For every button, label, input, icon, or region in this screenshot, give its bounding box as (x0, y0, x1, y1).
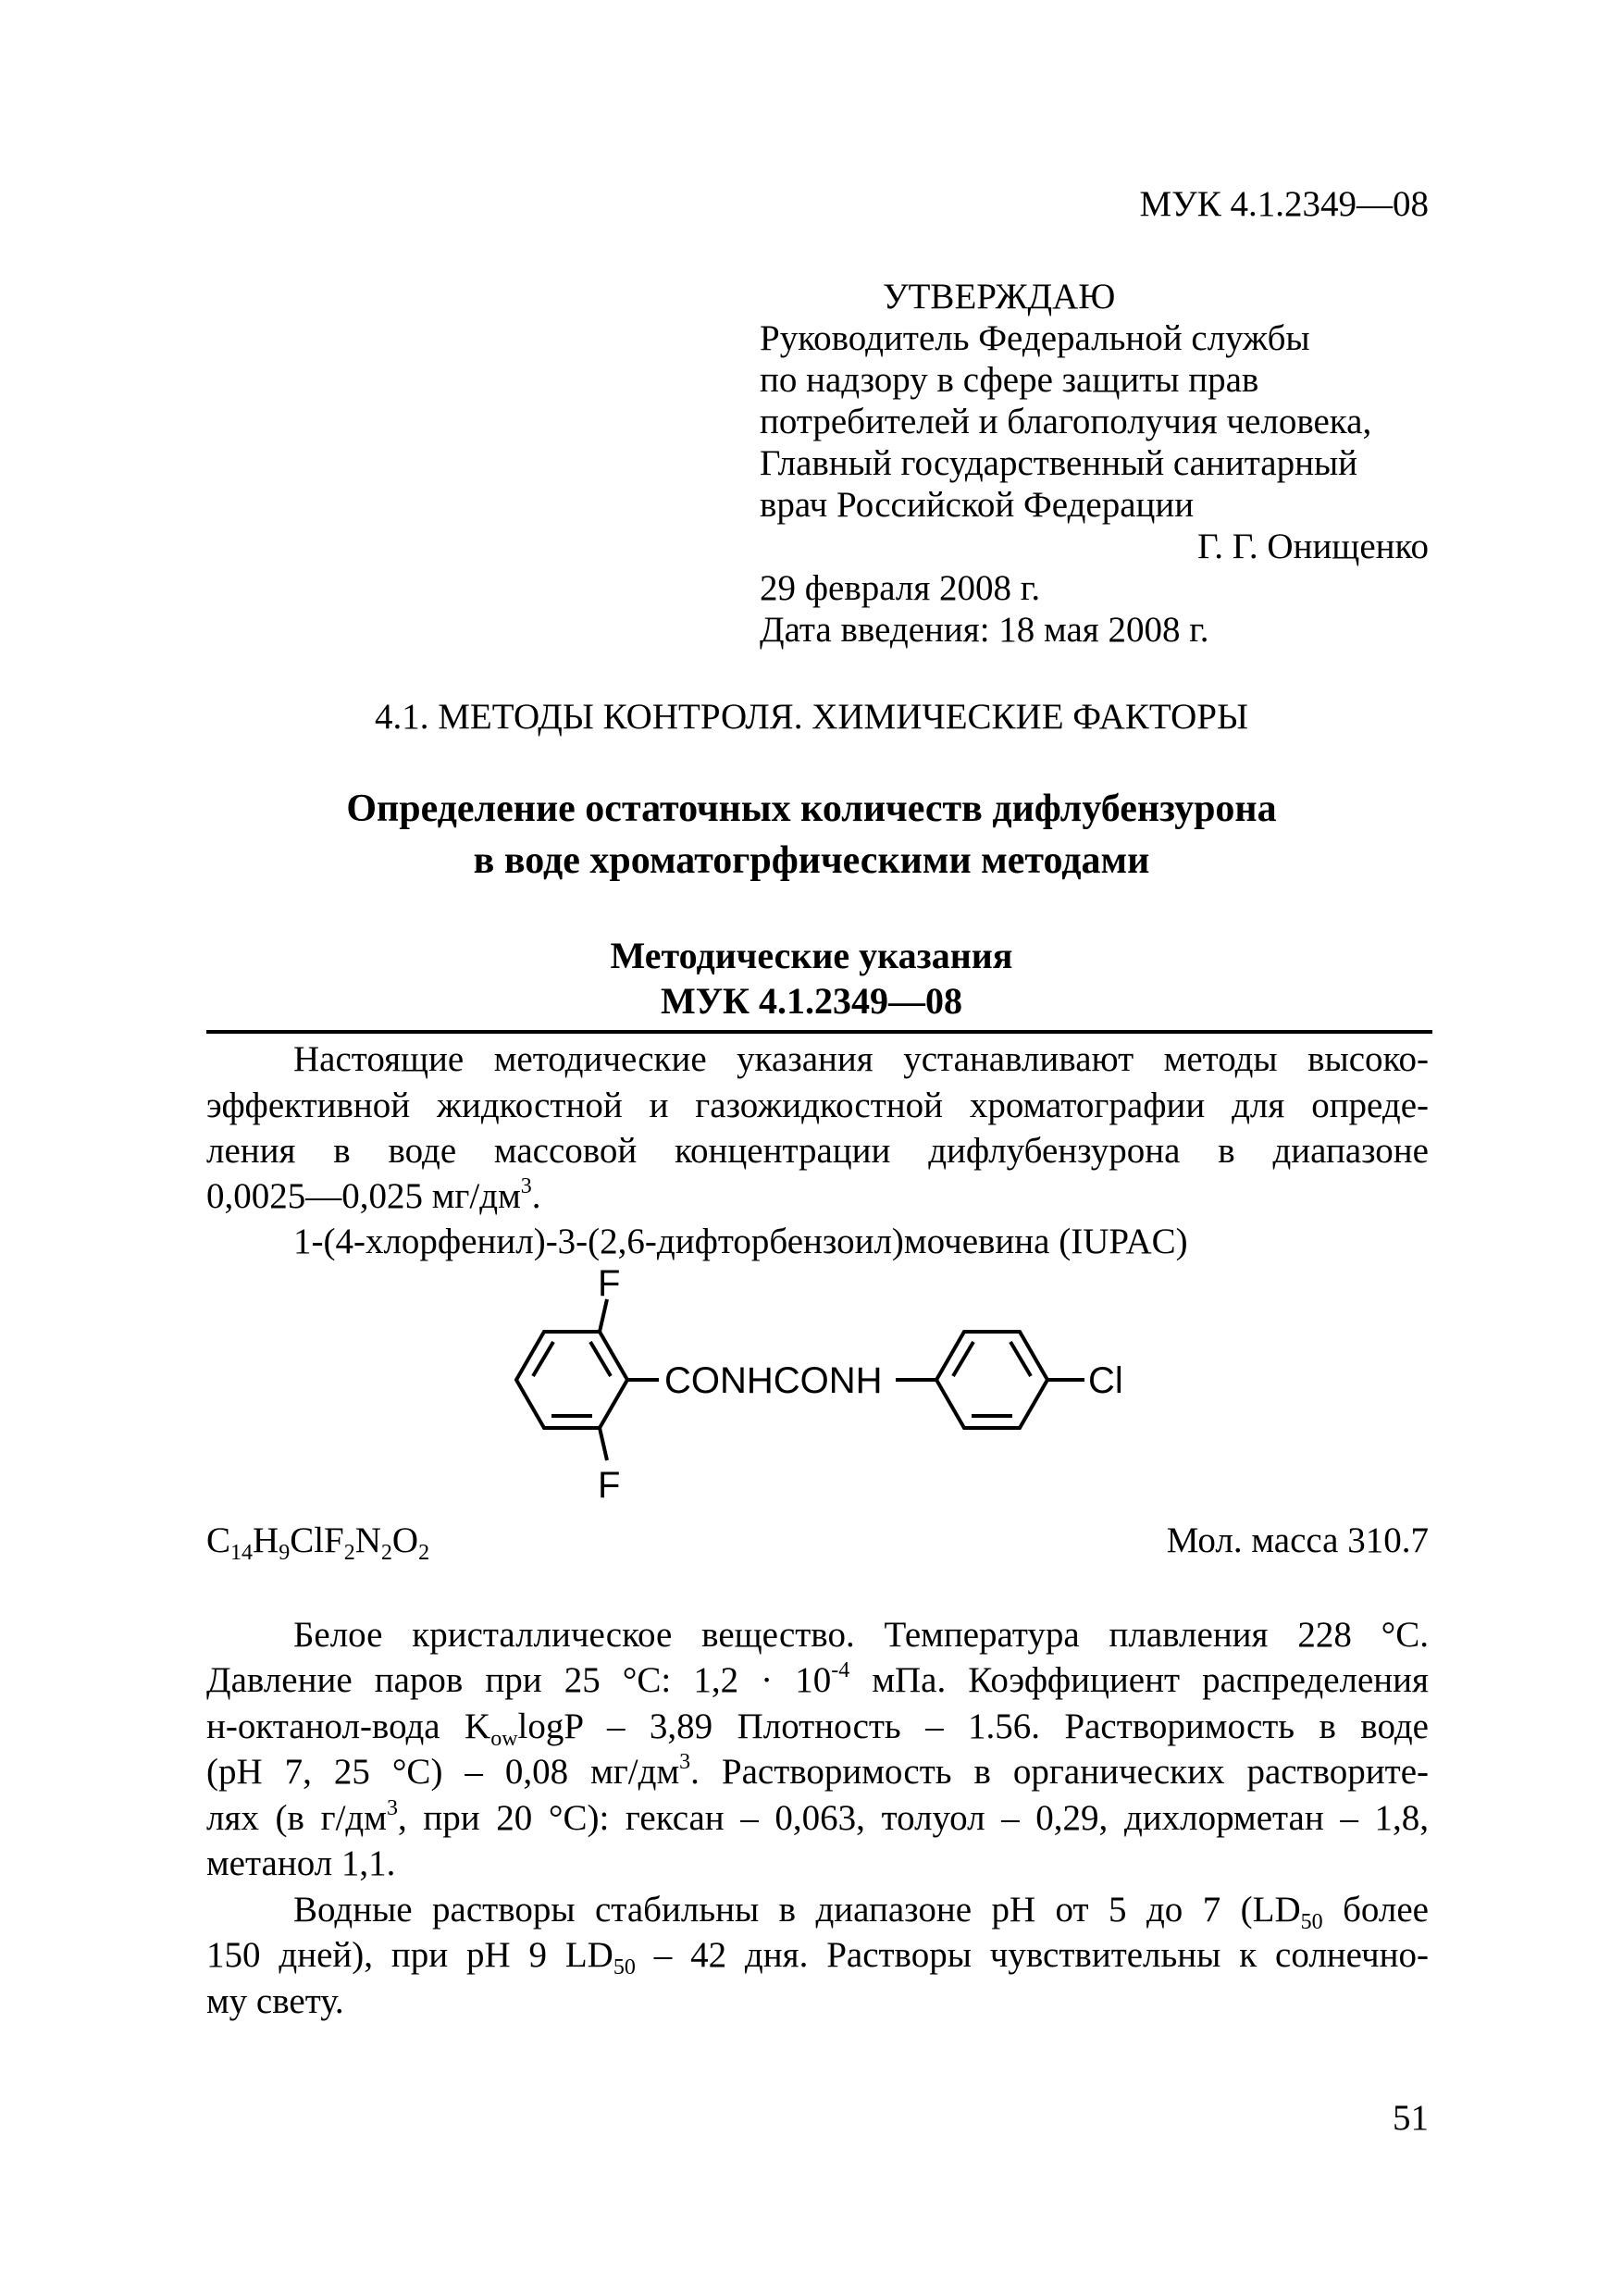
subscript: 9 (279, 1541, 291, 1565)
props-line (206, 1749, 1429, 1794)
text: – 42 дня. Растворы чувствительны к солнечно- (635, 1935, 1429, 1975)
text: . (531, 1176, 541, 1216)
subtitle-code: МУК 4.1.2349—08 (660, 980, 963, 1022)
section-heading: 4.1. МЕТОДЫ КОНТРОЛЯ. ХИМИЧЕСКИЕ ФАКТОРЫ (375, 697, 1248, 737)
props-line (206, 1657, 1429, 1703)
subscript: 50 (1300, 1910, 1323, 1934)
intro-line: эффективной жидкостной и газожидкостной хроматографии для опреде- (206, 1086, 1429, 1125)
stability-line: му свету. (206, 1981, 344, 2021)
text: 150 дней), при pH 9 LD (206, 1935, 613, 1975)
text: н-октанол-вода K (206, 1706, 491, 1746)
text: (pH 7, 25 °С) – 0,08 мг/дм (206, 1752, 680, 1792)
text: ClF (290, 1520, 344, 1560)
subscript: 14 (230, 1541, 254, 1565)
subscript: 50 (613, 1955, 636, 1980)
intro-line: Настоящие методические указания устанавливают методы высоко- (293, 1039, 1429, 1079)
benzene-ring-chloro (936, 1332, 1047, 1428)
page-number: 51 (1393, 2098, 1429, 2138)
text: . Растворимость в органических растворите- (690, 1752, 1429, 1792)
subscript: 2 (418, 1541, 430, 1565)
stability-line (206, 1932, 1429, 1978)
effective-date: Дата введения: 18 мая 2008 г. (760, 610, 1209, 650)
approval-title: УТВЕРЖДАЮ (883, 277, 1116, 316)
approval-line: Руководитель Федеральной службы (760, 318, 1310, 358)
approval-date: 29 февраля 2008 г. (760, 568, 1041, 608)
text: logP – 3,89 Плотность – 1.56. Растворимость в воде (517, 1706, 1429, 1746)
text: Водные растворы стабильны в диапазоне pH от 5 до 7 (LD (293, 1890, 1301, 1930)
text: C (206, 1520, 231, 1560)
approval-line: Главный государственный санитарный (760, 443, 1358, 483)
iupac-name: 1-(4-хлорфенил)-3-(2,6-дифторбензоил)мочевина (IUPAC) (293, 1222, 1188, 1261)
superscript: -4 (831, 1658, 850, 1682)
text: Давление паров при 25 °С: 1,2 · 10 (206, 1660, 832, 1700)
benzene-ring-difluoro (516, 1332, 627, 1428)
subscript: 2 (343, 1541, 355, 1565)
subtitle-line1: Методические указания (610, 935, 1013, 976)
intro-line: ления в воде массовой концентрации дифлубензурона в диапазоне (206, 1131, 1429, 1171)
fluorine-bottom-label: F (598, 1465, 621, 1506)
text: N (354, 1520, 381, 1560)
signatory: Г. Г. Онищенко (1197, 527, 1429, 566)
subscript: 2 (380, 1541, 392, 1565)
props-line: Белое кристаллическое вещество. Температура плавления 228 °С. (293, 1615, 1429, 1655)
text: , при 20 °С): гексан – 0,063, толуол – 0,29, дихлорметан – 1,8, (397, 1798, 1430, 1838)
approval-line: по надзору в сфере защиты прав (760, 360, 1259, 400)
text: O (391, 1520, 419, 1560)
molecular-mass: Мол. масса 310.7 (1166, 1520, 1429, 1560)
superscript: 3 (679, 1750, 691, 1774)
props-line (206, 1704, 1429, 1749)
text: лях (в г/дм (206, 1798, 387, 1838)
superscript: 3 (520, 1174, 532, 1198)
approval-line: потребителей и благополучия человека, (760, 402, 1372, 441)
superscript: 3 (386, 1796, 398, 1820)
document-title-line1: Определение остаточных количеств дифлубензурона (346, 788, 1277, 830)
chlorine-label: Cl (1088, 1360, 1123, 1401)
document-title-line2: в воде хроматогрфическими методами (473, 839, 1150, 882)
approval-line: врач Российской Федерации (760, 485, 1195, 525)
props-line: метанол 1,1. (206, 1843, 396, 1883)
text: 0,0025—0,025 мг/дм (206, 1176, 521, 1216)
fluorine-top-label: F (598, 1263, 621, 1304)
props-line (206, 1795, 1429, 1841)
urea-chain-label: CONHCONH (664, 1360, 883, 1401)
document-code: МУК 4.1.2349—08 (1139, 184, 1429, 224)
text: более (1322, 1890, 1429, 1930)
stability-line (206, 1887, 1429, 1932)
subscript: ow (490, 1727, 518, 1751)
text: H (253, 1520, 279, 1560)
text: мПа. Коэффициент распределения (849, 1660, 1429, 1700)
